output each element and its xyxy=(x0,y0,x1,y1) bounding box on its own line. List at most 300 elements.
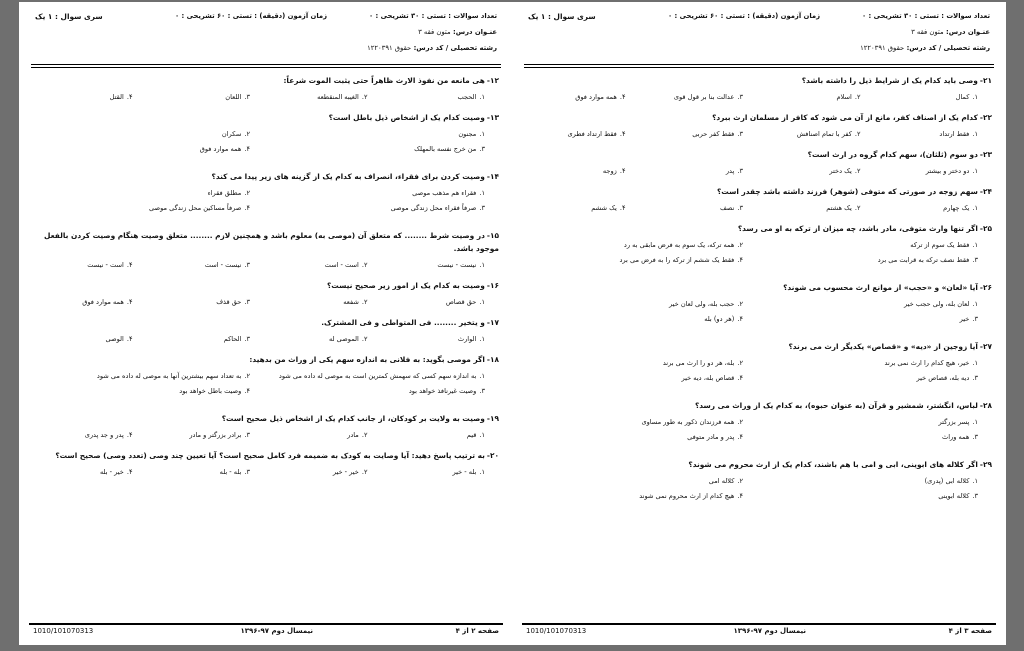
answer-option[interactable] xyxy=(264,189,499,197)
option-number: ۳. xyxy=(244,298,250,306)
option-number: ۱. xyxy=(479,261,485,269)
answer-options xyxy=(522,477,992,507)
option-text: پدر xyxy=(725,167,735,175)
question-text xyxy=(29,170,499,183)
question-number: ۲۸- xyxy=(979,401,992,410)
answer-option[interactable] xyxy=(147,261,265,269)
answer-option[interactable] xyxy=(757,204,875,212)
option-text: من خرج نفسه بالمهلک xyxy=(414,145,477,153)
option-number: ۳. xyxy=(972,315,978,323)
option-text: به تعداد سهم بیشترین آنها به موصی له داده می شود xyxy=(96,372,242,380)
answer-options xyxy=(29,335,499,343)
option-text: همه موارد فوق xyxy=(199,145,242,153)
option-number: ۱. xyxy=(972,93,978,101)
question xyxy=(29,412,499,439)
question-body: آیا زوجین از «دیه» و «قصاص» یکدیگر ارث می برند؟ xyxy=(788,342,978,351)
question-text xyxy=(29,74,499,87)
option-number: ۲. xyxy=(854,167,861,175)
question-body: آیا «لعان» و «حجب» از موانع ارث محسوب می شوند؟ xyxy=(783,283,978,292)
option-text: یک چهارم xyxy=(943,204,970,212)
exam-page-left xyxy=(19,2,513,645)
option-number: ۳. xyxy=(737,167,743,175)
option-text: فقط ارتداد فطری xyxy=(567,130,617,138)
question-number: ۱۶- xyxy=(486,281,499,290)
option-text: زوجه xyxy=(602,167,617,175)
question-text xyxy=(522,74,992,87)
answer-option[interactable] xyxy=(640,204,758,212)
answer-option[interactable] xyxy=(29,204,264,212)
field-code xyxy=(367,44,497,52)
answer-option[interactable] xyxy=(264,93,382,101)
answer-options xyxy=(29,130,499,160)
question-number: ۲۵- xyxy=(979,224,992,233)
question xyxy=(29,353,499,402)
option-text: فقط نصف ترکه به قرابت می برد xyxy=(877,256,970,264)
option-number: ۴. xyxy=(619,204,626,212)
option-number: ۳. xyxy=(244,468,250,476)
question-body: وصیت به کدام یک از امور زیر صحیح نیست؟ xyxy=(326,281,485,290)
option-text: پدر و جد پدری xyxy=(84,431,124,439)
option-text: الوارث xyxy=(457,335,477,343)
option-number: ۲. xyxy=(361,93,368,101)
option-text: عدالت بنا بر قول قوی xyxy=(673,93,735,101)
exam-code: 1010/101070313 xyxy=(526,627,587,635)
option-number: ۲. xyxy=(737,477,743,485)
answer-option[interactable] xyxy=(29,387,264,395)
answer-option[interactable] xyxy=(382,261,500,269)
option-text: نصف xyxy=(719,204,735,212)
page-header xyxy=(29,8,503,64)
question xyxy=(29,279,499,306)
term-label: نیمسال دوم ۹۷-۱۳۹۶ xyxy=(240,627,313,635)
exam-time: زمان آزمون (دقیقه) : تستی : ۶۰ تشریحی : ۰ xyxy=(175,12,327,20)
answer-option[interactable] xyxy=(757,433,992,441)
option-number: ۴. xyxy=(737,374,743,382)
answer-option[interactable] xyxy=(264,372,499,380)
answer-options xyxy=(29,189,499,219)
option-number: ۱. xyxy=(972,130,978,138)
answer-options xyxy=(522,241,992,271)
option-number: ۳. xyxy=(972,374,978,382)
option-text: الموصی له xyxy=(329,335,359,343)
option-text: لعان بله، ولی حجب خیر xyxy=(904,300,970,308)
question-body: وصیت به ولایت بر کودکان، از جانب کدام یک از اشخاص ذیل صحیح است؟ xyxy=(221,414,485,423)
question-number: ۱۳- xyxy=(486,113,499,122)
question xyxy=(522,222,992,271)
question-text xyxy=(522,111,992,124)
answer-option[interactable] xyxy=(757,256,992,264)
question xyxy=(522,111,992,138)
option-text: الوصی xyxy=(105,335,124,343)
answer-option[interactable] xyxy=(875,167,993,175)
answer-option[interactable] xyxy=(147,468,265,476)
option-number: ۳. xyxy=(737,130,743,138)
question-count: تعداد سوالات : تستی : ۳۰ تشریحی : ۰ xyxy=(862,12,990,20)
option-number: ۴. xyxy=(737,315,743,323)
answer-option[interactable] xyxy=(382,468,500,476)
option-number: ۱. xyxy=(972,477,978,485)
answer-options xyxy=(522,130,992,138)
question xyxy=(29,170,499,219)
answer-option[interactable] xyxy=(382,93,500,101)
field-label: رشته تحصیلی / کد درس: xyxy=(906,44,990,52)
option-number: ۲. xyxy=(361,431,368,439)
answer-option[interactable] xyxy=(147,298,265,306)
question-body: در وصیت شرط ........ که متعلق آن (موصی به) معلوم باشد و همچنین لازم ........ متعلق وصیت هنگام وصیت کردن بالفعل موجود باشد. xyxy=(44,231,499,253)
question-text xyxy=(29,353,499,366)
question-text xyxy=(29,229,499,255)
answer-option[interactable] xyxy=(264,261,382,269)
option-number: ۴. xyxy=(126,335,133,343)
option-text: حق قذف xyxy=(216,298,242,306)
question-body: اگر موصی بگوید: به فلانی به اندازه سهم یکی از وراث من بدهید: xyxy=(249,355,485,364)
answer-option[interactable] xyxy=(522,477,757,485)
question-number: ۲۷- xyxy=(979,342,992,351)
answer-option[interactable] xyxy=(382,431,500,439)
answer-option[interactable] xyxy=(29,189,264,197)
answer-options xyxy=(29,468,499,476)
option-text: وصیت باطل خواهد بود xyxy=(179,387,242,395)
header-divider xyxy=(524,64,994,68)
option-number: ۴. xyxy=(126,431,133,439)
course-label: عنـوان درس: xyxy=(453,28,497,36)
option-text: یک هشتم xyxy=(826,204,852,212)
answer-options xyxy=(29,372,499,402)
option-text: خیر xyxy=(959,315,970,323)
field-value: حقوق ۱۲۲۰۳۹۱ xyxy=(860,44,905,52)
option-number: ۳. xyxy=(244,431,250,439)
answer-option[interactable] xyxy=(875,93,993,101)
answer-option[interactable] xyxy=(29,431,147,439)
question-number: ۲۶- xyxy=(979,283,992,292)
option-number: ۱. xyxy=(479,468,485,476)
answer-option[interactable] xyxy=(522,492,757,500)
option-text: سکران xyxy=(221,130,242,138)
answer-option[interactable] xyxy=(757,492,992,500)
option-number: ۱. xyxy=(972,359,978,367)
option-number: ۲. xyxy=(737,241,743,249)
question-body: اگر تنها وارث متوفی، مادر باشد، چه میزان از ترکه به او می رسد؟ xyxy=(737,224,978,233)
question xyxy=(29,111,499,160)
answer-options xyxy=(522,359,992,389)
option-number: ۱. xyxy=(479,130,485,138)
answer-option[interactable] xyxy=(264,204,499,212)
option-number: ۳. xyxy=(244,335,250,343)
question-number: ۱۵- xyxy=(486,231,499,240)
option-text: همه وراث xyxy=(942,433,970,441)
option-number: ۳. xyxy=(737,93,743,101)
answer-option[interactable] xyxy=(757,359,992,367)
option-text: همه ترکه، یک سوم به فرض مابقی به رد xyxy=(623,241,735,249)
option-text: حجب بله، ولی لعان خیر xyxy=(669,300,735,308)
option-number: ۳. xyxy=(972,256,978,264)
answer-option[interactable] xyxy=(264,130,499,138)
option-number: ۴. xyxy=(126,298,133,306)
question xyxy=(522,399,992,448)
answer-option[interactable] xyxy=(147,431,265,439)
answer-option[interactable] xyxy=(382,335,500,343)
question-body: وصیت کردن برای فقراء، انصراف به کدام یک از گزینه های زیر پیدا می کند؟ xyxy=(211,172,485,181)
option-text: قیم xyxy=(466,431,477,439)
answer-option[interactable] xyxy=(147,335,265,343)
option-number: ۲. xyxy=(737,359,743,367)
option-text: (هر دو) بله xyxy=(704,315,735,323)
answer-option[interactable] xyxy=(522,418,757,426)
option-text: الغیبه المنقطعه xyxy=(317,93,359,101)
answer-option[interactable] xyxy=(757,300,992,308)
answer-option[interactable] xyxy=(29,261,147,269)
answer-option[interactable] xyxy=(875,130,993,138)
question-body: سهم زوجه در صورتی که متوفی (شوهر) فرزند داشته باشد چقدر است؟ xyxy=(716,187,978,196)
answer-option[interactable] xyxy=(147,93,265,101)
field-value: حقوق ۱۲۲۰۳۹۱ xyxy=(367,44,412,52)
question-body: هی مانعه من نفوذ الارث ظاهراً حتی یثبت الموت شرعاً: xyxy=(283,76,485,85)
answer-options xyxy=(29,431,499,439)
question-body: دو سوم (ثلثان)، سهم کدام گروه در ارث است؟ xyxy=(807,150,978,159)
answer-option[interactable] xyxy=(640,93,758,101)
answer-option[interactable] xyxy=(757,477,992,485)
question-body: و یتخیر ........ فی المتواطی و فی المشترک. xyxy=(321,318,485,327)
question-number: ۱۷- xyxy=(486,318,499,327)
answer-option[interactable] xyxy=(640,167,758,175)
answer-option[interactable] xyxy=(522,315,757,323)
option-text: است - نیست xyxy=(87,261,124,269)
question-body: وصیت کدام یک از اشخاص ذیل باطل است؟ xyxy=(328,113,485,122)
question-text xyxy=(522,281,992,294)
option-number: ۱. xyxy=(479,189,485,197)
answer-option[interactable] xyxy=(522,256,757,264)
answer-option[interactable] xyxy=(757,167,875,175)
option-text: القتل xyxy=(109,93,124,101)
option-number: ۲. xyxy=(854,93,861,101)
option-text: کفر با تمام اصنافش xyxy=(796,130,852,138)
answer-options xyxy=(522,418,992,448)
answer-option[interactable] xyxy=(757,374,992,382)
question-series: سری سوال : ۱ یک xyxy=(35,12,103,21)
answer-option[interactable] xyxy=(522,130,640,138)
answer-option[interactable] xyxy=(264,387,499,395)
option-number: ۲. xyxy=(361,335,368,343)
option-number: ۲. xyxy=(737,300,743,308)
question-number: ۱۹- xyxy=(486,414,499,423)
option-number: ۴. xyxy=(737,492,743,500)
option-text: فقط کفر حربی xyxy=(692,130,735,138)
question-number: ۱۴- xyxy=(486,172,499,181)
question-series: سری سوال : ۱ یک xyxy=(528,12,596,21)
course-value: متون فقه ۳ xyxy=(911,28,944,36)
answer-option[interactable] xyxy=(29,298,147,306)
course-title xyxy=(911,28,990,36)
question-number: ۲۴- xyxy=(979,187,992,196)
question-text xyxy=(29,449,499,462)
option-number: ۳. xyxy=(972,433,978,441)
option-text: بله، هر دو را ارث می برند xyxy=(662,359,735,367)
answer-option[interactable] xyxy=(29,130,264,138)
option-text: مجنون xyxy=(458,130,477,138)
answer-option[interactable] xyxy=(29,468,147,476)
option-number: ۲. xyxy=(244,189,250,197)
page-number: صفحه ۲ از ۴ xyxy=(455,627,499,635)
option-number: ۴. xyxy=(619,167,626,175)
question-number: ۲۲- xyxy=(979,113,992,122)
option-number: ۲. xyxy=(244,130,250,138)
answer-option[interactable] xyxy=(757,93,875,101)
option-text: همه فرزندان ذکور به طور مساوی xyxy=(641,418,735,426)
answer-option[interactable] xyxy=(264,468,382,476)
answer-option[interactable] xyxy=(757,130,875,138)
answer-option[interactable] xyxy=(522,241,757,249)
option-number: ۱. xyxy=(972,204,978,212)
question-text xyxy=(522,458,992,471)
question-number: ۲۰- xyxy=(486,451,499,460)
option-text: مادر xyxy=(347,431,359,439)
option-text: مطلق فقراء xyxy=(207,189,242,197)
option-number: ۱. xyxy=(479,298,485,306)
option-number: ۴. xyxy=(126,261,133,269)
option-number: ۱. xyxy=(479,431,485,439)
answer-options xyxy=(522,204,992,212)
option-text: پسر بزرگتر xyxy=(938,418,970,426)
header-divider xyxy=(31,64,501,68)
question-body: به ترتیب پاسخ دهید: آیا وصایت به کودک به ضمیمه فرد کامل صحیح است؟ آیا تعیین چند وصی (تعدد وصی) صحیح است؟ xyxy=(55,451,485,460)
answer-option[interactable] xyxy=(29,335,147,343)
question xyxy=(522,458,992,507)
option-number: ۴. xyxy=(737,256,743,264)
option-text: کمال xyxy=(955,93,970,101)
option-text: پدر و مادر متوفی xyxy=(687,433,735,441)
question-text xyxy=(522,185,992,198)
option-text: قصاص بله، دیه خیر xyxy=(681,374,735,382)
answer-option[interactable] xyxy=(264,145,499,153)
question-number: ۲۹- xyxy=(979,460,992,469)
answer-option[interactable] xyxy=(382,298,500,306)
answer-option[interactable] xyxy=(757,418,992,426)
answer-option[interactable] xyxy=(522,93,640,101)
option-number: ۲. xyxy=(361,468,368,476)
option-text: دو دختر و بیشتر xyxy=(925,167,970,175)
question xyxy=(29,74,499,101)
option-number: ۳. xyxy=(244,261,250,269)
question-body: وصی باید کدام یک از شرایط ذیل را داشته باشد؟ xyxy=(801,76,978,85)
option-text: الحجب xyxy=(457,93,477,101)
question-number: ۱۸- xyxy=(486,355,499,364)
option-text: برادر بزرگتر و مادر xyxy=(189,431,242,439)
answer-option[interactable] xyxy=(757,241,992,249)
answer-option[interactable] xyxy=(875,204,993,212)
question-body: لباس، انگشتر، شمشیر و قرآن (به عنوان حبوه)، به کدام یک از وراث می رسد؟ xyxy=(694,401,978,410)
answer-options xyxy=(522,300,992,330)
option-text: خیر - بله xyxy=(100,468,124,476)
option-number: ۴. xyxy=(126,468,133,476)
option-number: ۳. xyxy=(737,204,743,212)
question xyxy=(522,185,992,212)
option-number: ۴. xyxy=(244,204,250,212)
answer-options xyxy=(29,261,499,269)
question-text xyxy=(522,148,992,161)
question-list xyxy=(29,74,503,476)
option-number: ۳. xyxy=(479,387,485,395)
term-label: نیمسال دوم ۹۷-۱۳۹۶ xyxy=(733,627,806,635)
option-text: کلاله ابوینی xyxy=(938,492,970,500)
answer-option[interactable] xyxy=(29,372,264,380)
option-text: صرفاً مساکین محل زندگی موصی xyxy=(149,204,242,212)
option-number: ۱. xyxy=(972,418,978,426)
answer-option[interactable] xyxy=(522,167,640,175)
question-text xyxy=(522,340,992,353)
answer-option[interactable] xyxy=(522,433,757,441)
question-text xyxy=(29,111,499,124)
option-number: ۳. xyxy=(244,93,250,101)
option-number: ۲. xyxy=(854,130,861,138)
exam-time: زمان آزمون (دقیقه) : تستی : ۶۰ تشریحی : ۰ xyxy=(668,12,820,20)
option-text: یک ششم xyxy=(591,204,617,212)
option-text: الحاکم xyxy=(223,335,242,343)
option-text: صرفاً فقراء محل زندگی موصی xyxy=(390,204,477,212)
option-text: فقط یک ششم از ترکه را به فرض می برد xyxy=(619,256,735,264)
answer-option[interactable] xyxy=(522,300,757,308)
option-number: ۴. xyxy=(126,93,133,101)
question xyxy=(29,229,499,269)
option-number: ۱. xyxy=(972,300,978,308)
answer-option[interactable] xyxy=(264,298,382,306)
option-text: بله - بله xyxy=(219,468,242,476)
option-text: همه موارد فوق xyxy=(575,93,617,101)
option-number: ۲. xyxy=(361,298,368,306)
option-text: خیر - خیر xyxy=(332,468,359,476)
answer-option[interactable] xyxy=(522,204,640,212)
question-number: ۲۳- xyxy=(979,150,992,159)
question xyxy=(522,148,992,175)
answer-option[interactable] xyxy=(264,431,382,439)
exam-code: 1010/101070313 xyxy=(33,627,94,635)
option-text: هیچ کدام از ارث محروم نمی شوند xyxy=(639,492,735,500)
option-number: ۲. xyxy=(361,261,368,269)
option-number: ۳. xyxy=(479,204,485,212)
option-text: بله - خیر xyxy=(452,468,477,476)
answer-option[interactable] xyxy=(29,93,147,101)
option-text: خیر، هیچ کدام را ارث نمی برند xyxy=(884,359,970,367)
answer-option[interactable] xyxy=(640,130,758,138)
question-text xyxy=(29,279,499,292)
option-number: ۲. xyxy=(854,204,861,212)
option-number: ۲. xyxy=(244,372,250,380)
option-text: وصیت غیرنافذ خواهد بود xyxy=(408,387,477,395)
course-label: عنـوان درس: xyxy=(946,28,990,36)
answer-option[interactable] xyxy=(522,359,757,367)
answer-options xyxy=(29,298,499,306)
option-number: ۳. xyxy=(479,145,485,153)
answer-option[interactable] xyxy=(522,374,757,382)
answer-option[interactable] xyxy=(757,315,992,323)
option-number: ۴. xyxy=(244,387,250,395)
question-number: ۱۲- xyxy=(486,76,499,85)
page-header xyxy=(522,8,996,64)
option-text: فقراء هم مذهب موصی xyxy=(412,189,477,197)
question xyxy=(522,281,992,330)
question-body: اگر کلاله های ابوینی، ابی و امی با هم باشند، کدام یک از ارث محروم می شوند؟ xyxy=(688,460,978,469)
option-text: یک دختر xyxy=(829,167,852,175)
answer-option[interactable] xyxy=(29,145,264,153)
question-text xyxy=(29,316,499,329)
option-text: است - است xyxy=(324,261,359,269)
option-text: شفعه xyxy=(343,298,359,306)
answer-option[interactable] xyxy=(264,335,382,343)
option-number: ۳. xyxy=(972,492,978,500)
question xyxy=(29,449,499,476)
option-text: اللعان xyxy=(225,93,242,101)
answer-options xyxy=(522,93,992,101)
page-footer xyxy=(522,623,996,639)
